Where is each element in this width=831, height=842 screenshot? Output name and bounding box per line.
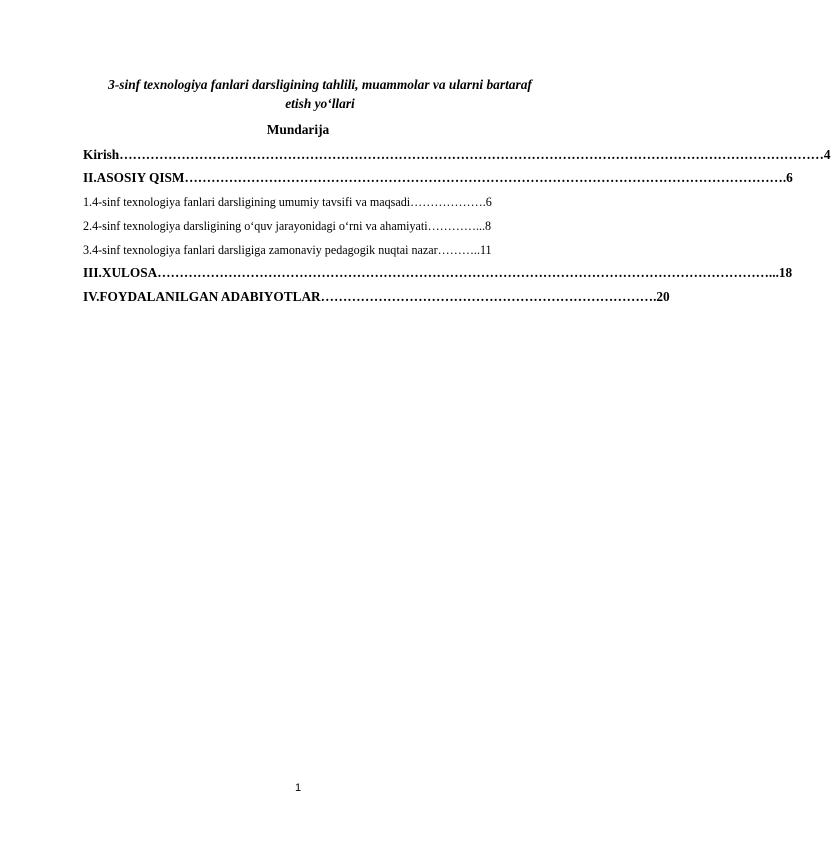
toc-entry-main-part: II.ASOSIY QISM……………………………………………………………………………………………………………………….6 (83, 170, 793, 185)
toc-entry-references: IV.FOYDALANILGAN ADABIYOTLAR………………………………………………………………….20 (83, 289, 670, 304)
toc-entry-section-1: 1.4-sinf texnologiya fanlari darsligining umumiy tavsifi va maqsadi……………….6 (83, 195, 492, 209)
document-title (80, 75, 560, 113)
toc-entry-introduction: Kirish……………………………………………………………………………………………………………………………………………4 (83, 147, 831, 162)
page-number: 1 (294, 782, 302, 794)
toc-entry-section-3: 3.4-sinf texnologiya fanlari darsligiga zamonaviy pedagogik nuqtai nazar………..11 (83, 243, 492, 257)
title-line-2: etish yo‘llari (285, 96, 355, 111)
contents-heading: Mundarija (266, 122, 330, 137)
title-line-1: 3-sinf texnologiya fanlari darsligining tahlili, muammolar va ularni bartaraf (108, 77, 532, 92)
toc-entry-section-2: 2.4-sinf texnologiya darsligining o‘quv jarayonidagi o‘rni va ahamiyati…………...8 (83, 219, 492, 233)
toc-entry-conclusion: III.XULOSA…………………………………………………………………………………………………………………………...18 (83, 265, 793, 280)
